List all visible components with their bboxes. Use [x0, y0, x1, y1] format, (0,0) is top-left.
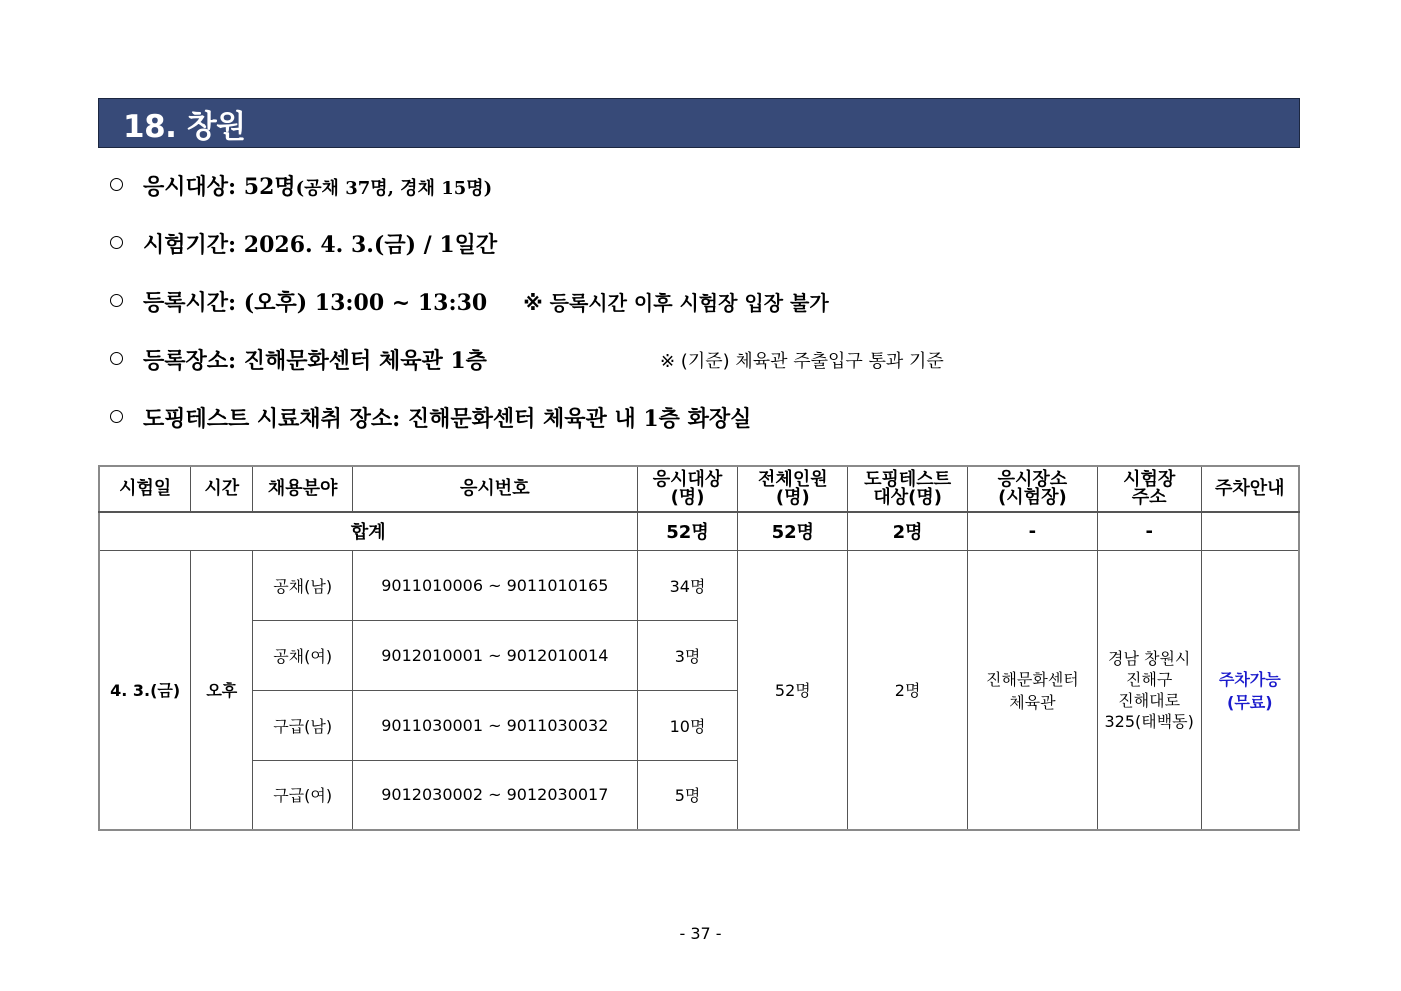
- header-total: 전체인원 (명): [738, 466, 848, 512]
- header-address: 시험장 주소: [1097, 466, 1201, 512]
- row-field: 구급(남): [253, 690, 353, 760]
- row-number: 9012030002 ~ 9012030017: [353, 760, 638, 830]
- row-applicants: 34명: [637, 550, 738, 620]
- registration-place-note: ※ (기준) 체육관 주출입구 통과 기준: [660, 351, 944, 372]
- row-field: 공채(여): [253, 620, 353, 690]
- exam-time: 오후: [191, 550, 253, 830]
- total-label: 합계: [99, 512, 637, 550]
- total-people: 52명: [738, 512, 848, 550]
- bullet-label: 응시대상: 52명: [143, 174, 296, 200]
- header-applicants: 응시대상 (명): [637, 466, 738, 512]
- bullet-registration-time: [110, 286, 829, 317]
- header-field: 채용분야: [253, 466, 353, 512]
- total-address: -: [1097, 512, 1201, 550]
- total-applicants: 52명: [637, 512, 738, 550]
- circle-bullet-icon: [110, 236, 123, 249]
- table-row: [99, 550, 1299, 620]
- bullet-registration-place: [110, 344, 487, 375]
- bullet-doping-location: [110, 402, 751, 433]
- row-number: 9011030001 ~ 9011030032: [353, 690, 638, 760]
- total-people-cell: 52명: [738, 550, 848, 830]
- total-row: [99, 512, 1299, 550]
- circle-bullet-icon: [110, 178, 123, 191]
- bullet-detail: (공채 37명, 경채 15명): [295, 178, 493, 199]
- header-date: 시험일: [99, 466, 191, 512]
- header-doping: 도핑테스트 대상(명): [848, 466, 968, 512]
- section-title: 18. 창원: [123, 108, 246, 145]
- bullet-label: 도핑테스트 시료채취 장소: 진해문화센터 체육관 내 1층 화장실: [143, 406, 752, 432]
- circle-bullet-icon: [110, 294, 123, 307]
- row-number: 9012010001 ~ 9012010014: [353, 620, 638, 690]
- doping-count-cell: 2명: [848, 550, 968, 830]
- address-cell: 경남 창원시 진해구 진해대로 325(태백동): [1097, 550, 1201, 830]
- header-venue: 응시장소 (시험장): [968, 466, 1098, 512]
- parking-cell: 주차가능 (무료): [1201, 550, 1299, 830]
- total-parking: [1201, 512, 1299, 550]
- row-field: 구급(여): [253, 760, 353, 830]
- bullet-applicants: [110, 170, 492, 201]
- header-parking: 주차안내: [1201, 466, 1299, 512]
- total-venue: -: [968, 512, 1098, 550]
- circle-bullet-icon: [110, 410, 123, 423]
- row-applicants: 10명: [637, 690, 738, 760]
- bullet-exam-period: [110, 228, 497, 259]
- row-number: 9011010006 ~ 9011010165: [353, 550, 638, 620]
- row-field: 공채(남): [253, 550, 353, 620]
- bullet-label: 시험기간: 2026. 4. 3.(금) / 1일간: [143, 232, 498, 258]
- bullet-label: 등록시간: (오후) 13:00 ~ 13:30: [143, 290, 488, 316]
- row-applicants: 3명: [637, 620, 738, 690]
- page-number: - 37 -: [679, 924, 722, 943]
- row-applicants: 5명: [637, 760, 738, 830]
- circle-bullet-icon: [110, 352, 123, 365]
- section-header: [98, 98, 1300, 148]
- venue-cell: 진해문화센터 체육관: [968, 550, 1098, 830]
- bullet-note: ※ 등록시간 이후 시험장 입장 불가: [523, 291, 829, 315]
- bullet-label: 등록장소: 진해문화센터 체육관 1층: [143, 348, 487, 374]
- header-time: 시간: [191, 466, 253, 512]
- header-number: 응시번호: [353, 466, 638, 512]
- exam-date: 4. 3.(금): [99, 550, 191, 830]
- table-header-row: [99, 466, 1299, 512]
- exam-schedule-table: [98, 465, 1300, 831]
- total-doping: 2명: [848, 512, 968, 550]
